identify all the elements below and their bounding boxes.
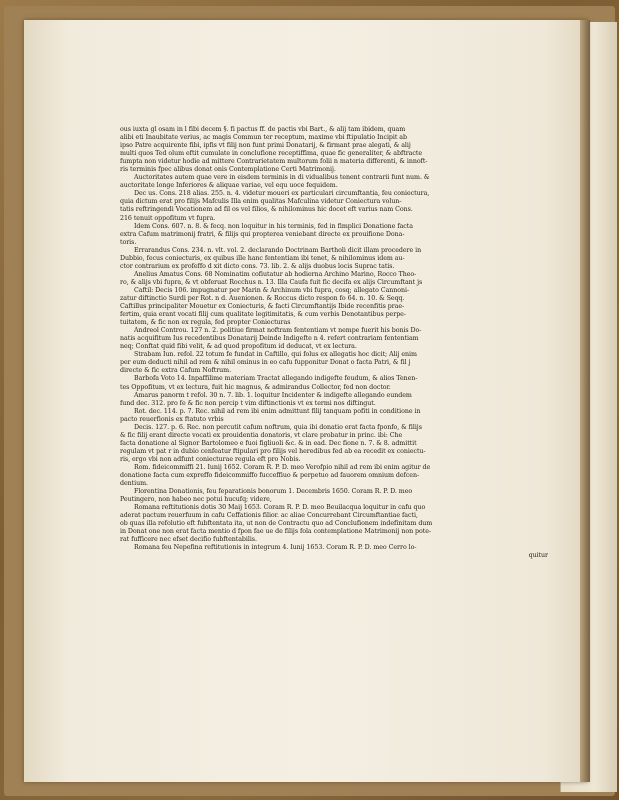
- text-line: ro, & alijs vbi fupra, & vt obferuat Rocchus n. 13. Illa Caufa fuit fic decifa ex alijs Circumftant js: [120, 278, 423, 286]
- text-line: 216 tenuit oppofitum vt fupra.: [120, 214, 216, 222]
- text-line: toris.: [120, 238, 137, 246]
- printed-text-block: [120, 126, 548, 646]
- text-line: aderat pactum reuerfuum in cafu Ceffationis filior. ac aliae Concurrebant Circumftantiae facti,: [120, 512, 418, 520]
- text-line: Peutingero, non habeo nec potui hucufq; videre,: [120, 496, 272, 504]
- text-line: Idem Cons. 607. n. 8. & fecq. non loquitur in his terminis, fed in fimplici Donatione facta: [134, 222, 413, 230]
- text-line: directe & fic extra Cafum Noftrum.: [120, 367, 232, 375]
- page-gutter: [580, 20, 590, 782]
- text-line: ous iuxta gl osam in l fibi decem §. fi pactus ff. de pactis vbi Bart., & alij tam ibidem, quam: [120, 126, 406, 133]
- text-line: fund dec. 312. pro fe & fic non percip t vim diftinctionis vt ex termi nos diftingut.: [120, 399, 376, 407]
- text-line: Romana feu Nepefina reftitutionis in integrum 4. Iunij 1653. Coram R. P. D. meo Cerro lo-: [134, 544, 417, 552]
- text-line: alibi eti Inaubitate verius, ac magis Commun ter receptum, maxime vbi ftipulatio Incipit ab: [120, 134, 407, 142]
- text-line: ris terminis fpec alibus donat onis Contemplatione Certi Matrimonij.: [120, 166, 336, 174]
- text-line: ris, ergo vbi non adfunt coniecturae regula eft pro Nobis.: [120, 455, 301, 463]
- text-line: Romana reftitutionis dotis 30 Maij 1653. Coram R. P. D. meo Beuilacqua loquitur in cafu quo: [134, 504, 426, 512]
- text-line: Amarus panorm t refol. 30 n. 7. lib. 1. loquitur Incidenter & indigefte allegando eundem: [134, 391, 412, 399]
- text-line: per eum deducti nihil ad rem & nihil ominus in eo cafu fupponitur Donat o facta Patri, & fil j: [120, 359, 411, 367]
- text-line: Auctoritates autem quae vere in eisdem terminis in di vidualibus tenent contrarii funt num. &: [134, 174, 430, 182]
- text-line: & fic filij erant directe vocati ex prouidentia donatoris, vt clare probatur in princ. ibi: Che: [120, 431, 403, 439]
- text-line: Rom. fideicommiffi 21. Iunij 1652. Coram R. P. D. meo Verofpio nihil ad rem ibi enim agitur de: [134, 463, 431, 471]
- text-line: quia dictum erat pro filijs Mafculis Illa enim qualitas Mafculina videtur Coniectura volun-: [120, 198, 402, 206]
- text-line: Decis. 127. p. 6. Rec. non percutit cafum noftrum, quia ibi donatio erat facta fponfo, & filijs: [134, 423, 422, 431]
- text-line: extra Cafum matrimonij fratri, & filijs qui propterea veniebant directe ex prouifione Dona-: [120, 230, 405, 238]
- text-line: fertim, quia erant vocati filij cum qualitate legitimitatis, & cum verbis Denotantibus perpe-: [120, 311, 406, 319]
- text-line: tatis reftringendi Vocationem ad fil os vel filios, & nihilominus hic docet eft varius nam Cons.: [120, 206, 413, 214]
- text-line: auctoritate longe Inferiores & aliquae variae, vel equ uoce fequidem.: [120, 182, 338, 190]
- text-line: donatione facta cum expreffo fideicommiffo fucceffiuo & perpetuo ad fauorem omnium defcen-: [120, 472, 420, 480]
- text-line: Strabam Iun. refol. 22 totum fe fundat in Caftillo, qui folus ex allegatis hoc dicit; Alij enim: [134, 351, 417, 359]
- text-line: facta donatione al Signor Bartolomeo e fuoi figliuoli &c. & in ead. Dec fione n. 7. & 8. admittit: [120, 439, 417, 447]
- text-line: Barbofa Voto 14. Inpaffilime materiam Tractat allegando indigefte feudum, & alios Tenen-: [134, 375, 418, 383]
- text-line: tuitatem, & fic non ex regula, fed propter Coniecturas: [120, 319, 291, 327]
- text-line: neq; Conftat quid fibi velit, & ad quod propofitum id deducat, vt ex lectura.: [120, 343, 357, 351]
- text-line: ob quas illa refolutio eft fubftentata ita, ut non de Contractu quo ad Conclufionem indefinitam dum: [120, 520, 433, 528]
- text-line: Dec us. Cons. 218 alias. 255. n. 4. videtur moueri ex particulari circumftantia, feu coniectura,: [134, 190, 430, 198]
- text-line: Caftil: Decis 106. impugnatur per Marin & Archinum vbi fupra, cosq; allegato Cannoni-: [134, 286, 410, 294]
- text-line: Anelius Amatus Cons. 68 Nominatim cofiutatur ab hodierna Archino Marino, Rocco Theo-: [134, 270, 417, 278]
- text-line: tes Oppofitum, vt ex lectura, fuit hic magnus, & admirandus Collector, fed non doctor.: [120, 383, 391, 391]
- text-line: regulam vt pat r in dubio cenfeatur ftipulari pro filijs vel heredibus fed ab ea recedit ex coniectu-: [120, 447, 426, 455]
- text-line: Errarandus Cons. 234. n. vlt. vol. 2. declarando Doctrinam Bartholi dicit illam procedere in: [134, 246, 422, 254]
- text-line: Andreol Controu. 127 n. 2. politiue firmat noftram fententiam vt nempe fuerit his bonis Do-: [134, 327, 422, 335]
- text-line: in Donat one non erat facta mentio d fpon fae ue de filijs fola contemplatione Matrimonij non pote-: [120, 528, 432, 536]
- text-line: ctor contrarium ex profeffo d xit dicto cons. 73. lib. 2. & alijs duobus locis Suprac tatis.: [120, 262, 395, 270]
- text-line: multi quos Ted olum eftit cumulate in conclufione receptiffima, quae fic generaliter, & abftracte: [120, 150, 422, 158]
- text-line: ipso Patre acquirente fibi, ipfis vt filij non funt primi Donatarij, & firmant prae alegati, & alij: [120, 142, 411, 150]
- text-line: Caftillus principaliter Mouetur ex Coniecturis, & facti Circumftantijs Ibide recenfitis prae-: [120, 303, 405, 311]
- text-line: zatur diftinctio Surdi per Rot. n d. Auenionen. & Roccus dicto respon fo 64. n. 10. & Seqq.: [120, 294, 405, 302]
- text-line: fumpta non videtur hodie ad mittere Contrarietatem multorum folii n materia differenti, & innoft-: [120, 158, 428, 166]
- text-line: quitur: [528, 552, 548, 560]
- text-line: natis acquifitum Ius recedentibus Donatarij Deinde Indigefte n 4. refert contrariam fententiam: [120, 335, 419, 343]
- text-line: dentium.: [120, 480, 148, 488]
- text-line: rat fufficere nec efset decifio fubftentabilis.: [120, 536, 257, 544]
- text-line: pacto reuerfionis ex ftatuto vrbis: [120, 415, 224, 423]
- text-line: Dubbio, fecus coniecturis, ex quibus ille hanc fententiam ibi tenet, & nihilominus idem au-: [120, 254, 405, 262]
- text-line: Rot. dec. 114. p. 7. Rec. nihil ad rem ibi enim admittunt filij tanquam pofiti in conditione in: [134, 407, 421, 415]
- text-line: Florentina Donationis, feu feparationis bonorum 1. Decembris 1650. Coram R. P. D. meo: [134, 488, 413, 496]
